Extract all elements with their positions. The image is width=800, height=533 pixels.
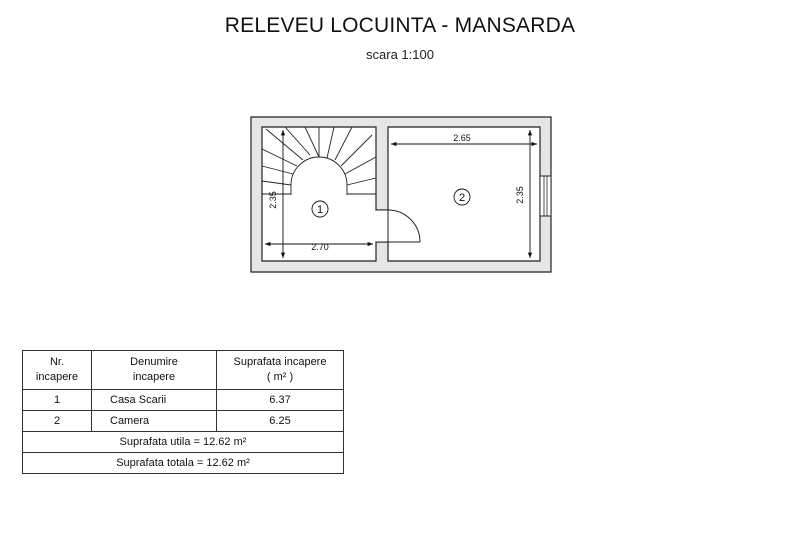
row-number: 2 [23, 411, 92, 432]
room-marker-2 [454, 189, 470, 205]
header-room-area: Suprafata incapere ( m² ) [217, 351, 344, 390]
dim-room1-height-label: 2.35 [268, 191, 278, 209]
table-header-row [23, 351, 344, 390]
room-number-2: 2 [458, 192, 466, 204]
dim-room2-height-label: 2.35 [515, 186, 525, 204]
useful-area-total: Suprafata utila = 12.62 m² [23, 432, 344, 453]
dim-room2-width [391, 133, 537, 144]
header-room-name: Denumire incapere [92, 351, 217, 390]
dim-room1-width [265, 242, 373, 252]
dim-room1-width-label: 2.70 [311, 242, 329, 252]
row-name: Casa Scarii [92, 390, 217, 411]
door-opening [376, 210, 388, 242]
row-number: 1 [23, 390, 92, 411]
spiral-staircase [262, 127, 376, 195]
total-area: Suprafata totala = 12.62 m² [23, 453, 344, 474]
table-row [23, 390, 344, 411]
door-swing [388, 210, 420, 242]
row-area: 6.25 [217, 411, 344, 432]
window [540, 176, 551, 216]
drawing-title: RELEVEU LOCUINTA - MANSARDA [224, 14, 576, 37]
table-row [23, 411, 344, 432]
row-name: Camera [92, 411, 217, 432]
wall-poured [251, 117, 551, 272]
useful-area-row [23, 432, 344, 453]
room-number-1: 1 [316, 204, 324, 216]
header-room-number: Nr. incapere [23, 351, 92, 390]
drawing-scale: scara 1:100 [366, 47, 434, 62]
dim-room2-height [515, 130, 530, 258]
room-area-table [22, 350, 344, 474]
dim-room2-width-label: 2.65 [453, 133, 471, 143]
room-marker-1 [312, 201, 328, 217]
row-area: 6.37 [217, 390, 344, 411]
total-area-row [23, 453, 344, 474]
